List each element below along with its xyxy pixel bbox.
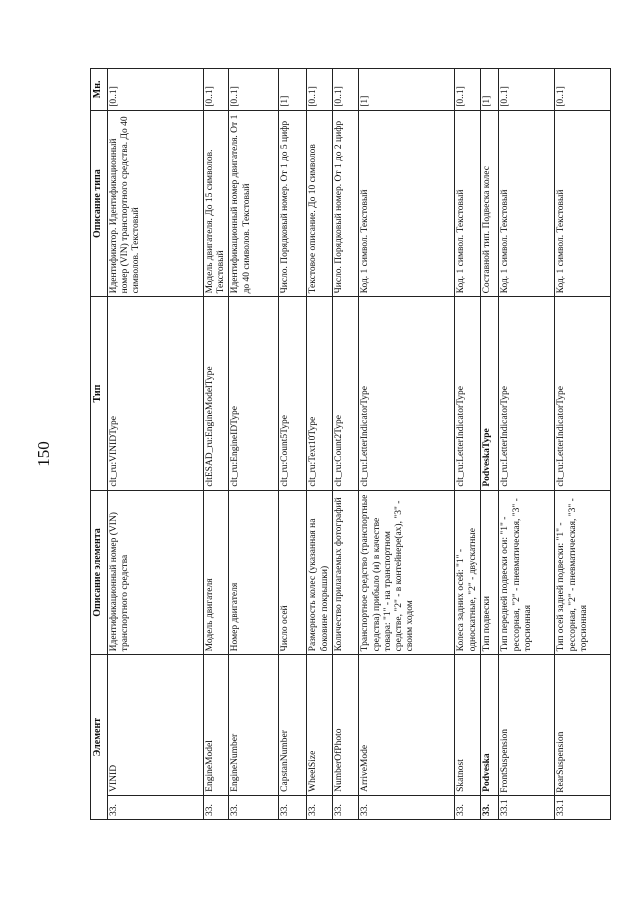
row-element-description: Количество прилагаемых фотографий (333, 490, 359, 655)
row-element-name: CapstanNumber (279, 655, 307, 796)
row-element-name: EngineNumber (229, 655, 279, 796)
header-type-description: Описание типа (91, 110, 108, 297)
row-type: clt_ru:LetterIndicatorType (359, 297, 455, 490)
row-type-description: Составной тип. Подвеска колес (481, 110, 499, 297)
table-area (90, 68, 589, 820)
row-element-description: Тип подвески (481, 490, 499, 655)
row-element-description: Размерность колес (указанная на боковине покрышки) (307, 490, 333, 655)
row-multiplicity: [0..1] (499, 69, 555, 111)
table-row (499, 69, 555, 820)
row-element-name: WheelSize (307, 655, 333, 796)
row-element-name: FrontSuspension (499, 655, 555, 796)
row-type: clt_ru:LetterIndicatorType (555, 297, 611, 490)
row-type: clt_ru:LetterIndicatorType (455, 297, 481, 490)
row-type: clt_ru:Count2Type (333, 297, 359, 490)
row-type-description: Код. 1 символ. Текстовый (555, 110, 611, 297)
table-row (307, 69, 333, 820)
row-number: 33. (359, 795, 455, 819)
row-multiplicity: [1] (481, 69, 499, 111)
row-number: 33. (455, 795, 481, 819)
row-number: 33. (333, 795, 359, 819)
elements-table (90, 68, 611, 820)
row-number: 33. (108, 795, 204, 819)
row-multiplicity: [0..1] (455, 69, 481, 111)
row-type-description: Модель двигателя. До 15 символов. Текстовый (204, 110, 229, 297)
row-number: 33.1 (499, 795, 555, 819)
row-element-name: NumberOfPhoto (333, 655, 359, 796)
row-type-description: Код. 1 символ. Текстовый (499, 110, 555, 297)
row-type: PodveskaType (481, 297, 499, 490)
table-header-row (91, 69, 108, 820)
row-type-description: Текстовое описание. До 10 символов (307, 110, 333, 297)
page-number: 150 (34, 441, 53, 467)
row-element-name: EngineModel (204, 655, 229, 796)
row-type-description: Код. 1 символ. Текстовый (455, 110, 481, 297)
header-type: Тип (91, 297, 108, 490)
table-row (359, 69, 455, 820)
row-element-name: VINID (108, 655, 204, 796)
row-multiplicity: [0..1] (204, 69, 229, 111)
table-row (204, 69, 229, 820)
row-element-description: Номер двигателя (229, 490, 279, 655)
row-element-description: Тип передней подвески оси: "1" - рессорная, "2" - пневматическая, "3" - торсионная (499, 490, 555, 655)
row-element-name: Skatnost (455, 655, 481, 796)
row-element-description: Идентификационный номер (VIN) транспортного средства (108, 490, 204, 655)
table-row (108, 69, 204, 820)
row-number: 33. (204, 795, 229, 819)
row-multiplicity: [0..1] (555, 69, 611, 111)
header-multiplicity: Мн. (91, 69, 108, 111)
row-element-name: ArriveMode (359, 655, 455, 796)
table-row (333, 69, 359, 820)
row-element-description: Модель двигателя (204, 490, 229, 655)
row-number: 33. (229, 795, 279, 819)
header-element-description: Описание элемента (91, 490, 108, 655)
row-type-description: Идентификационный номер двигателя. От 1 до 40 символов. Текстовый (229, 110, 279, 297)
row-type: cltESAD_ru:EngineModelType (204, 297, 229, 490)
rotated-table-container (90, 68, 589, 820)
table-row (481, 69, 499, 820)
row-type: clt_ru:EngineIDType (229, 297, 279, 490)
row-type-description: Идентификатор. Идентификационный номер (VIN) транспортного средства. До 40 символов. Текстовый (108, 110, 204, 297)
row-number: 33. (307, 795, 333, 819)
row-number: 33. (279, 795, 307, 819)
table-row (455, 69, 481, 820)
table-row (229, 69, 279, 820)
row-multiplicity: [0..1] (307, 69, 333, 111)
row-element-name: Podveska (481, 655, 499, 796)
row-multiplicity: [1] (279, 69, 307, 111)
row-number: 33. (481, 795, 499, 819)
row-type: clt_ru:LetterIndicatorType (499, 297, 555, 490)
row-number: 33.1 (555, 795, 611, 819)
header-element: Элемент (91, 655, 108, 820)
row-type: clt_ru:Text10Type (307, 297, 333, 490)
row-multiplicity: [0..1] (333, 69, 359, 111)
row-type-description: Число. Порядковый номер. От 1 до 5 цифр (279, 110, 307, 297)
row-element-description: Тип осей задней подвески: "1" - рессорная, "2" - пневматическая, "3" - торсионная (555, 490, 611, 655)
row-element-description: Транспортное средство (транспортные средства) прибыло (и) в качестве товара: "1" - на транспортном средстве, "2" - в контейнере(ах), "3" - своим ходом (359, 490, 455, 655)
row-type-description: Код. 1 символ. Текстовый (359, 110, 455, 297)
row-element-name: RearSuspension (555, 655, 611, 796)
row-element-description: Число осей (279, 490, 307, 655)
table-row (555, 69, 611, 820)
row-multiplicity: [0..1] (108, 69, 204, 111)
row-element-description: Колеса задних осей: "1" - односкатные, "2" - двускатные (455, 490, 481, 655)
table-row (279, 69, 307, 820)
row-multiplicity: [0..1] (229, 69, 279, 111)
row-type: clt_ru:Count5Type (279, 297, 307, 490)
row-type: clt_ru:VINIDType (108, 297, 204, 490)
row-type-description: Число. Порядковый номер. От 1 до 2 цифр (333, 110, 359, 297)
row-multiplicity: [1] (359, 69, 455, 111)
